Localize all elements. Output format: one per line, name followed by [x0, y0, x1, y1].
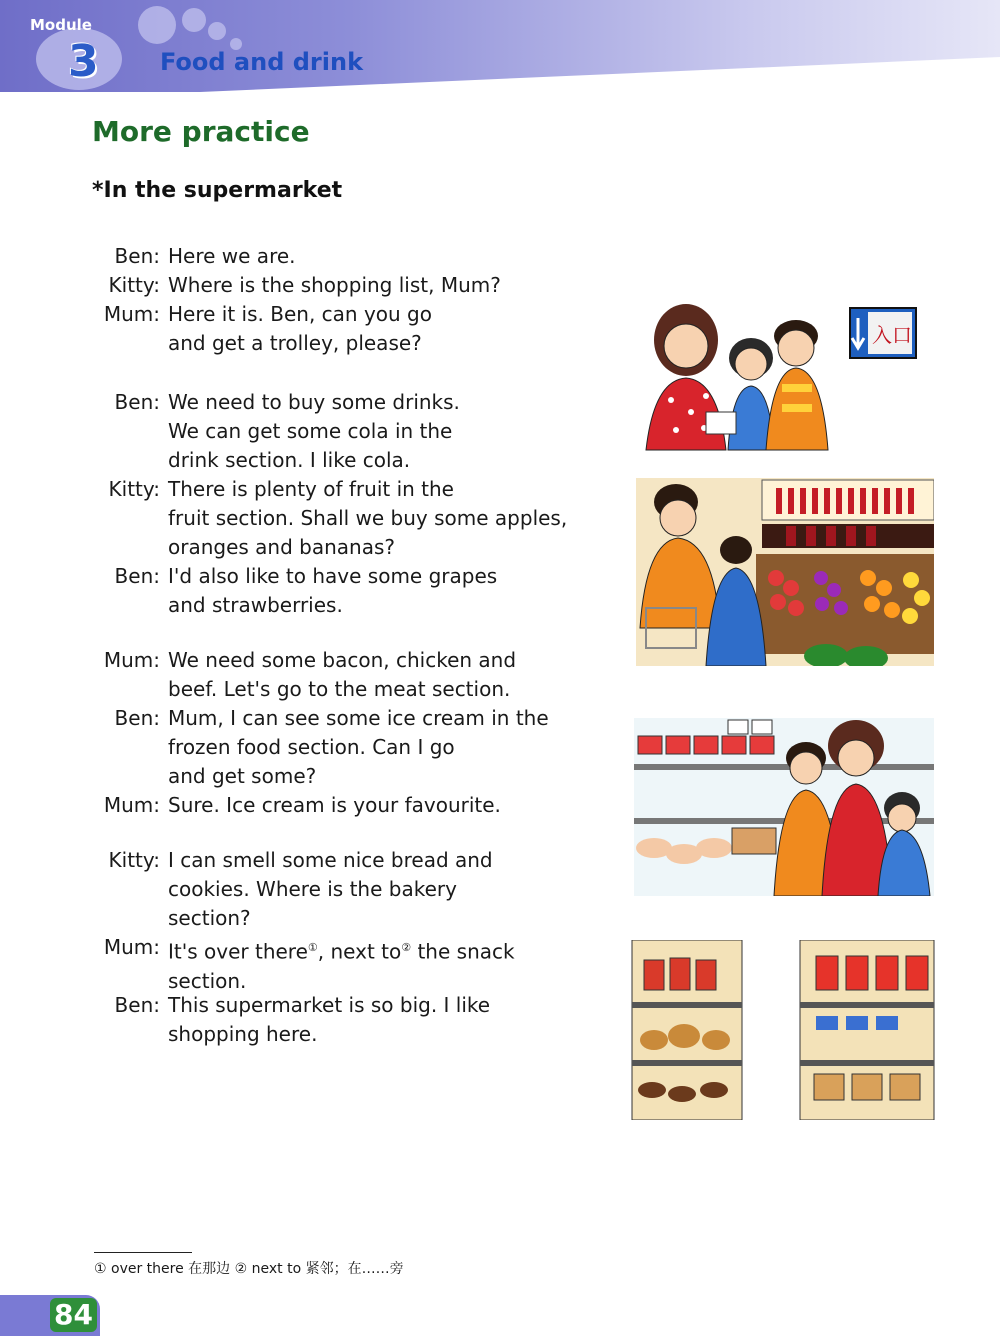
speech-text — [168, 388, 598, 475]
section-title: More practice — [92, 115, 310, 148]
speech-text — [168, 791, 598, 820]
speech-text — [168, 991, 598, 1049]
header-bubble — [138, 6, 176, 44]
speech-fragment: the snack — [411, 939, 515, 964]
meat-frozen-section-illustration — [634, 718, 934, 896]
speech-line: I'd also like to have some grapes — [168, 564, 498, 588]
speech-line: We can get some cola in the — [168, 419, 453, 443]
speech-text — [168, 933, 598, 996]
speech-line: Where is the shopping list, Mum? — [168, 273, 501, 297]
footnote-marker-1: ① — [307, 941, 318, 954]
speech-text — [168, 271, 598, 300]
speech-text — [168, 646, 598, 704]
footnote-marker-2: ② — [401, 941, 412, 954]
speech-text — [168, 704, 598, 791]
bakery-snack-illustration — [630, 940, 936, 1120]
footnote-divider — [94, 1252, 192, 1253]
page-number: 84 — [50, 1298, 97, 1332]
dialogue-title: *In the supermarket — [92, 178, 343, 203]
speaker-name: Ben: — [114, 706, 160, 730]
speaker-name: Kitty: — [108, 848, 160, 872]
family-entrance-illustration — [636, 300, 926, 455]
speaker-name: Kitty: — [108, 273, 160, 297]
speech-line: frozen food section. Can I go — [168, 735, 455, 759]
footnote: ① over there 在那边 ② next to 紧邻；在……旁 — [94, 1261, 404, 1277]
speech-line: and get some? — [168, 764, 317, 788]
header-bubble — [182, 8, 206, 32]
speech-line: Here it is. Ben, can you go — [168, 302, 432, 326]
speech-line: section? — [168, 906, 251, 930]
speech-text — [168, 242, 598, 271]
speech-line: and strawberries. — [168, 593, 343, 617]
speech-line: drink section. I like cola. — [168, 448, 411, 472]
speech-line: I can smell some nice bread and — [168, 848, 493, 872]
speaker-name: Kitty: — [108, 477, 160, 501]
fruit-section-illustration — [636, 478, 934, 666]
header-bubble — [208, 22, 226, 40]
module-title: Food and drink — [160, 48, 364, 76]
speech-text — [168, 300, 598, 358]
speech-line: Here we are. — [168, 244, 296, 268]
speaker-name: Ben: — [114, 993, 160, 1017]
speech-fragment: It's over there — [168, 939, 308, 964]
module-label: Module — [30, 16, 92, 34]
speech-line: We need to buy some drinks. — [168, 390, 460, 414]
speaker-name: Mum: — [103, 793, 160, 817]
speech-text — [168, 562, 598, 620]
speech-line: We need some bacon, chicken and — [168, 648, 517, 672]
speech-line: section. — [168, 968, 247, 993]
speech-text — [168, 475, 598, 562]
speech-line: There is plenty of fruit in the — [168, 477, 454, 501]
module-number: 3 — [68, 36, 99, 87]
speaker-name: Mum: — [103, 648, 160, 672]
speech-line: and get a trolley, please? — [168, 331, 422, 355]
speaker-name: Mum: — [103, 302, 160, 326]
speech-line: shopping here. — [168, 1022, 318, 1046]
speaker-name: Mum: — [103, 935, 160, 959]
speech-line: oranges and bananas? — [168, 535, 396, 559]
speech-text — [168, 846, 598, 933]
speech-line: This supermarket is so big. I like — [168, 993, 491, 1017]
speech-line: beef. Let's go to the meat section. — [168, 677, 511, 701]
speaker-name: Ben: — [114, 564, 160, 588]
speaker-name: Ben: — [114, 244, 160, 268]
entrance-sign-text: 入口 — [872, 323, 912, 347]
speech-line: Mum, I can see some ice cream in the — [168, 706, 549, 730]
speech-line — [168, 933, 598, 967]
speaker-name: Ben: — [114, 390, 160, 414]
speech-fragment: , next to — [317, 939, 402, 964]
speech-line: Sure. Ice cream is your favourite. — [168, 793, 501, 817]
speech-line: fruit section. Shall we buy some apples, — [168, 506, 568, 530]
speech-line: cookies. Where is the bakery — [168, 877, 457, 901]
